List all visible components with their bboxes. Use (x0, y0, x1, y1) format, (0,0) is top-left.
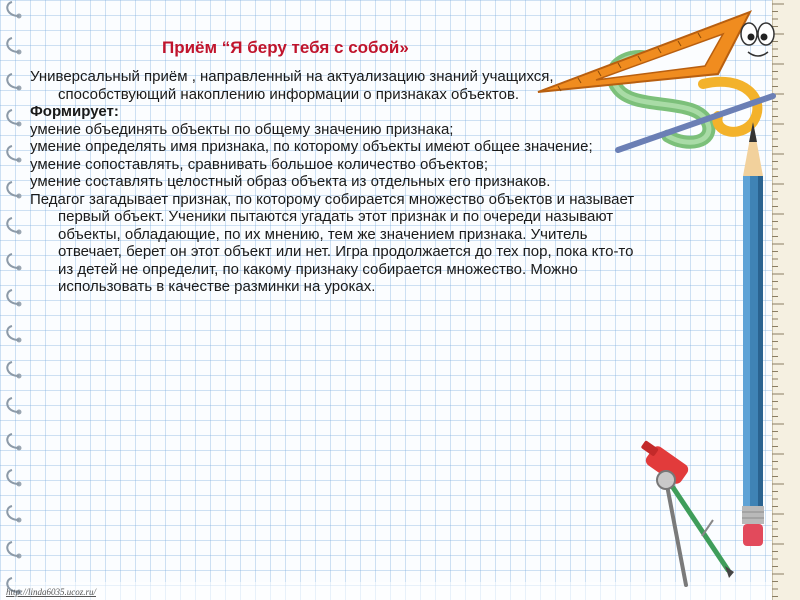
description-paragraph: Педагог загадывает признак, по которому собирается множество объектов и называет первый объект. Ученики пытаются угадать этот признак и по очереди называют объекты, обладающие, по их мнению, тем же значением признака. Учитель отвечает, берет он этот объект или нет. Игра продолжается до тех пор, пока кто-то из детей не определит, по какому признаку собирается множество. Можно использовать в качестве разминки на уроках. (30, 190, 635, 295)
skill-item: умение объединять объекты по общему значению признака; (30, 120, 454, 138)
slide-title: Приём “Я беру тебя с собой» (162, 38, 409, 57)
skills-heading: Формирует: (30, 103, 119, 120)
skill-item: умение определять имя признака, по которому объекты имеют общее значение; (30, 138, 593, 155)
skill-item: умение составлять целостный образ объекта из отдельных его признаков. (30, 173, 551, 190)
ruler-icon (772, 0, 800, 600)
intro-paragraph: Универсальный приём , направленный на актуализацию знаний учащихся, способствующий накоплению информации о признаках объектов. (30, 68, 554, 103)
source-link[interactable]: http://linda6035.ucoz.ru/ (6, 587, 96, 597)
spiral-binding-icon (4, 0, 26, 600)
skill-item: умение сопоставлять, сравнивать большое количество объектов; (30, 155, 489, 173)
compass-icon (628, 440, 740, 590)
pencil-icon (735, 120, 771, 560)
slide-content (30, 38, 650, 296)
